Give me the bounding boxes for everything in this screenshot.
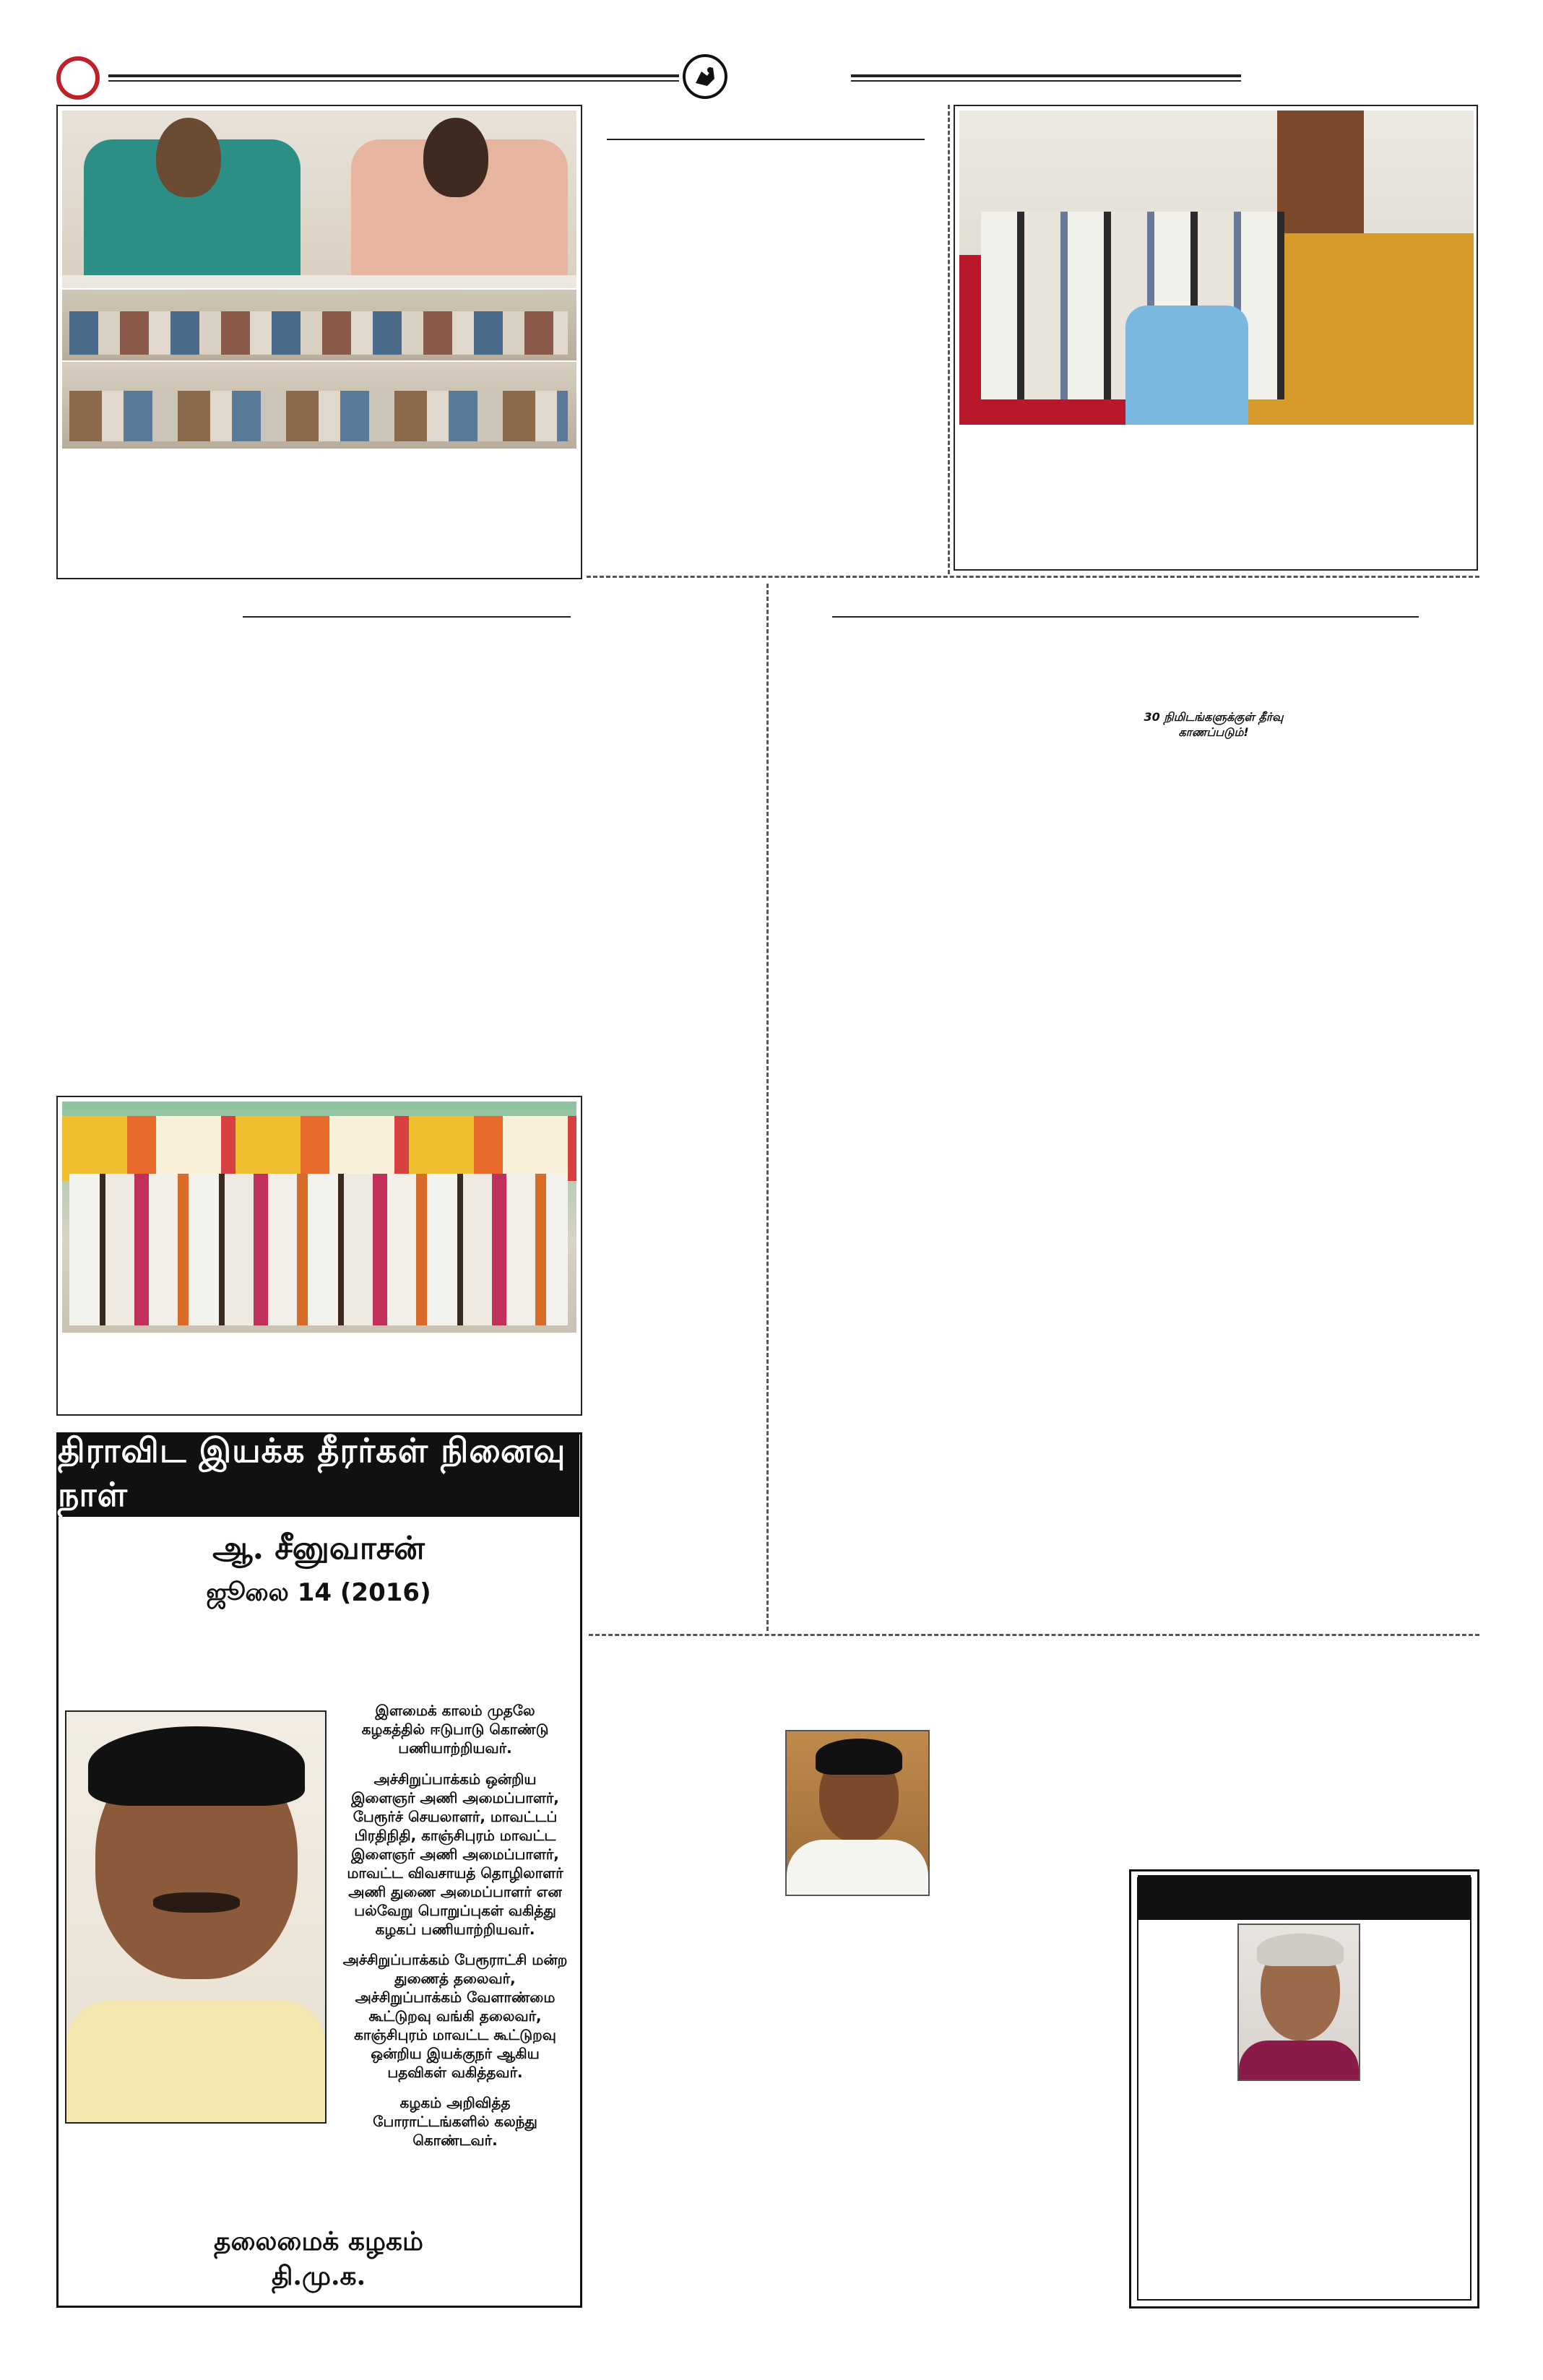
pull-quote bbox=[1098, 709, 1329, 740]
memorial-date: ஜூலை 14 (2016) bbox=[206, 1578, 431, 1607]
top-right-vertical-dash bbox=[948, 105, 950, 574]
memorial-footer-line1: தலைமைக் கழகம் bbox=[214, 2226, 423, 2256]
officials-meeting-photo bbox=[62, 111, 576, 288]
header-rule-right bbox=[851, 74, 1241, 77]
dash-rule-top-left bbox=[587, 576, 1479, 578]
header-rule-right-thin bbox=[851, 80, 1241, 82]
top-left-photo-frame bbox=[56, 105, 582, 579]
memorial-portrait bbox=[65, 1710, 327, 2124]
memorial-paragraph-4: கழகம் அறிவித்த போராட்டங்களில் கலந்து கொண்டவர். bbox=[373, 2094, 537, 2149]
memorial-banner: திராவிட இயக்க தீரர்கள் நினைவு நாள் bbox=[58, 1432, 579, 1517]
pull-quote-line2: காணப்படும்! bbox=[1178, 725, 1249, 739]
top-right-photo-frame bbox=[954, 105, 1478, 571]
memorial-paragraph-3: அச்சிறுப்பாக்கம் பேரூராட்சி மன்ற துணைத் தலைவர், அச்சிறுப்பாக்கம் வேளாண்மை கூட்டுறவு வங்கி தலைவர், காஞ்சிபுரம் மாவட்ட கூட்டுறவு ஒன்றிய இயக்குநர் ஆகிய பதவிகள் வகித்தவர். bbox=[342, 1951, 568, 2081]
obituary-portrait bbox=[1237, 1924, 1360, 2081]
header-rule-left bbox=[108, 74, 679, 77]
top-middle-heading-rule bbox=[607, 139, 925, 140]
meeting-attendees-photo-1 bbox=[62, 290, 576, 360]
pull-quote-line1: 30 நிமிடங்களுக்குள் தீர்வு bbox=[1144, 710, 1284, 724]
middle-vertical-dash bbox=[766, 584, 769, 1631]
party-flag-emblem-icon bbox=[683, 54, 727, 99]
header-red-circle bbox=[56, 56, 100, 100]
dash-rule-bottom bbox=[589, 1634, 1479, 1636]
memorial-paragraph-2: அச்சிறுப்பாக்கம் ஒன்றிய இளைஞர் அணி அமைப்பாளர், பேரூர்ச் செயலாளர், மாவட்டப் பிரதிநிதி, காஞ்சிபுரம் மாவட்ட இளைஞர் அணி அமைப்பாளர், மாவட்ட விவசாயத் தொழிலாளர் அணி துணை அமைப்பாளர் என பல்வேறு பொறுப்புகள் வகித்து கழகப் பணியாற்றியவர். bbox=[347, 1770, 563, 1938]
header-rule-left-thin bbox=[108, 80, 679, 82]
obituary-header-bar bbox=[1138, 1875, 1471, 1920]
school-visit-photo bbox=[62, 1102, 576, 1333]
school-visit-photo-frame bbox=[56, 1096, 582, 1416]
memorial-paragraph-1: இளமைக் காலம் முதலே கழகத்தில் ஈடுபாடு கொண்டு பணியாற்றியவர். bbox=[361, 1702, 549, 1757]
meeting-attendees-photo-2 bbox=[62, 362, 576, 449]
left-article-heading-rule bbox=[243, 616, 571, 618]
memorial-name: ஆ. சீனுவாசன் bbox=[212, 1530, 425, 1567]
conference-room-meeting-photo bbox=[959, 111, 1474, 425]
right-article-heading-rule bbox=[832, 616, 1419, 618]
small-portrait-man bbox=[785, 1730, 930, 1896]
memorial-footer-line2: தி.மு.க. bbox=[271, 2261, 366, 2291]
